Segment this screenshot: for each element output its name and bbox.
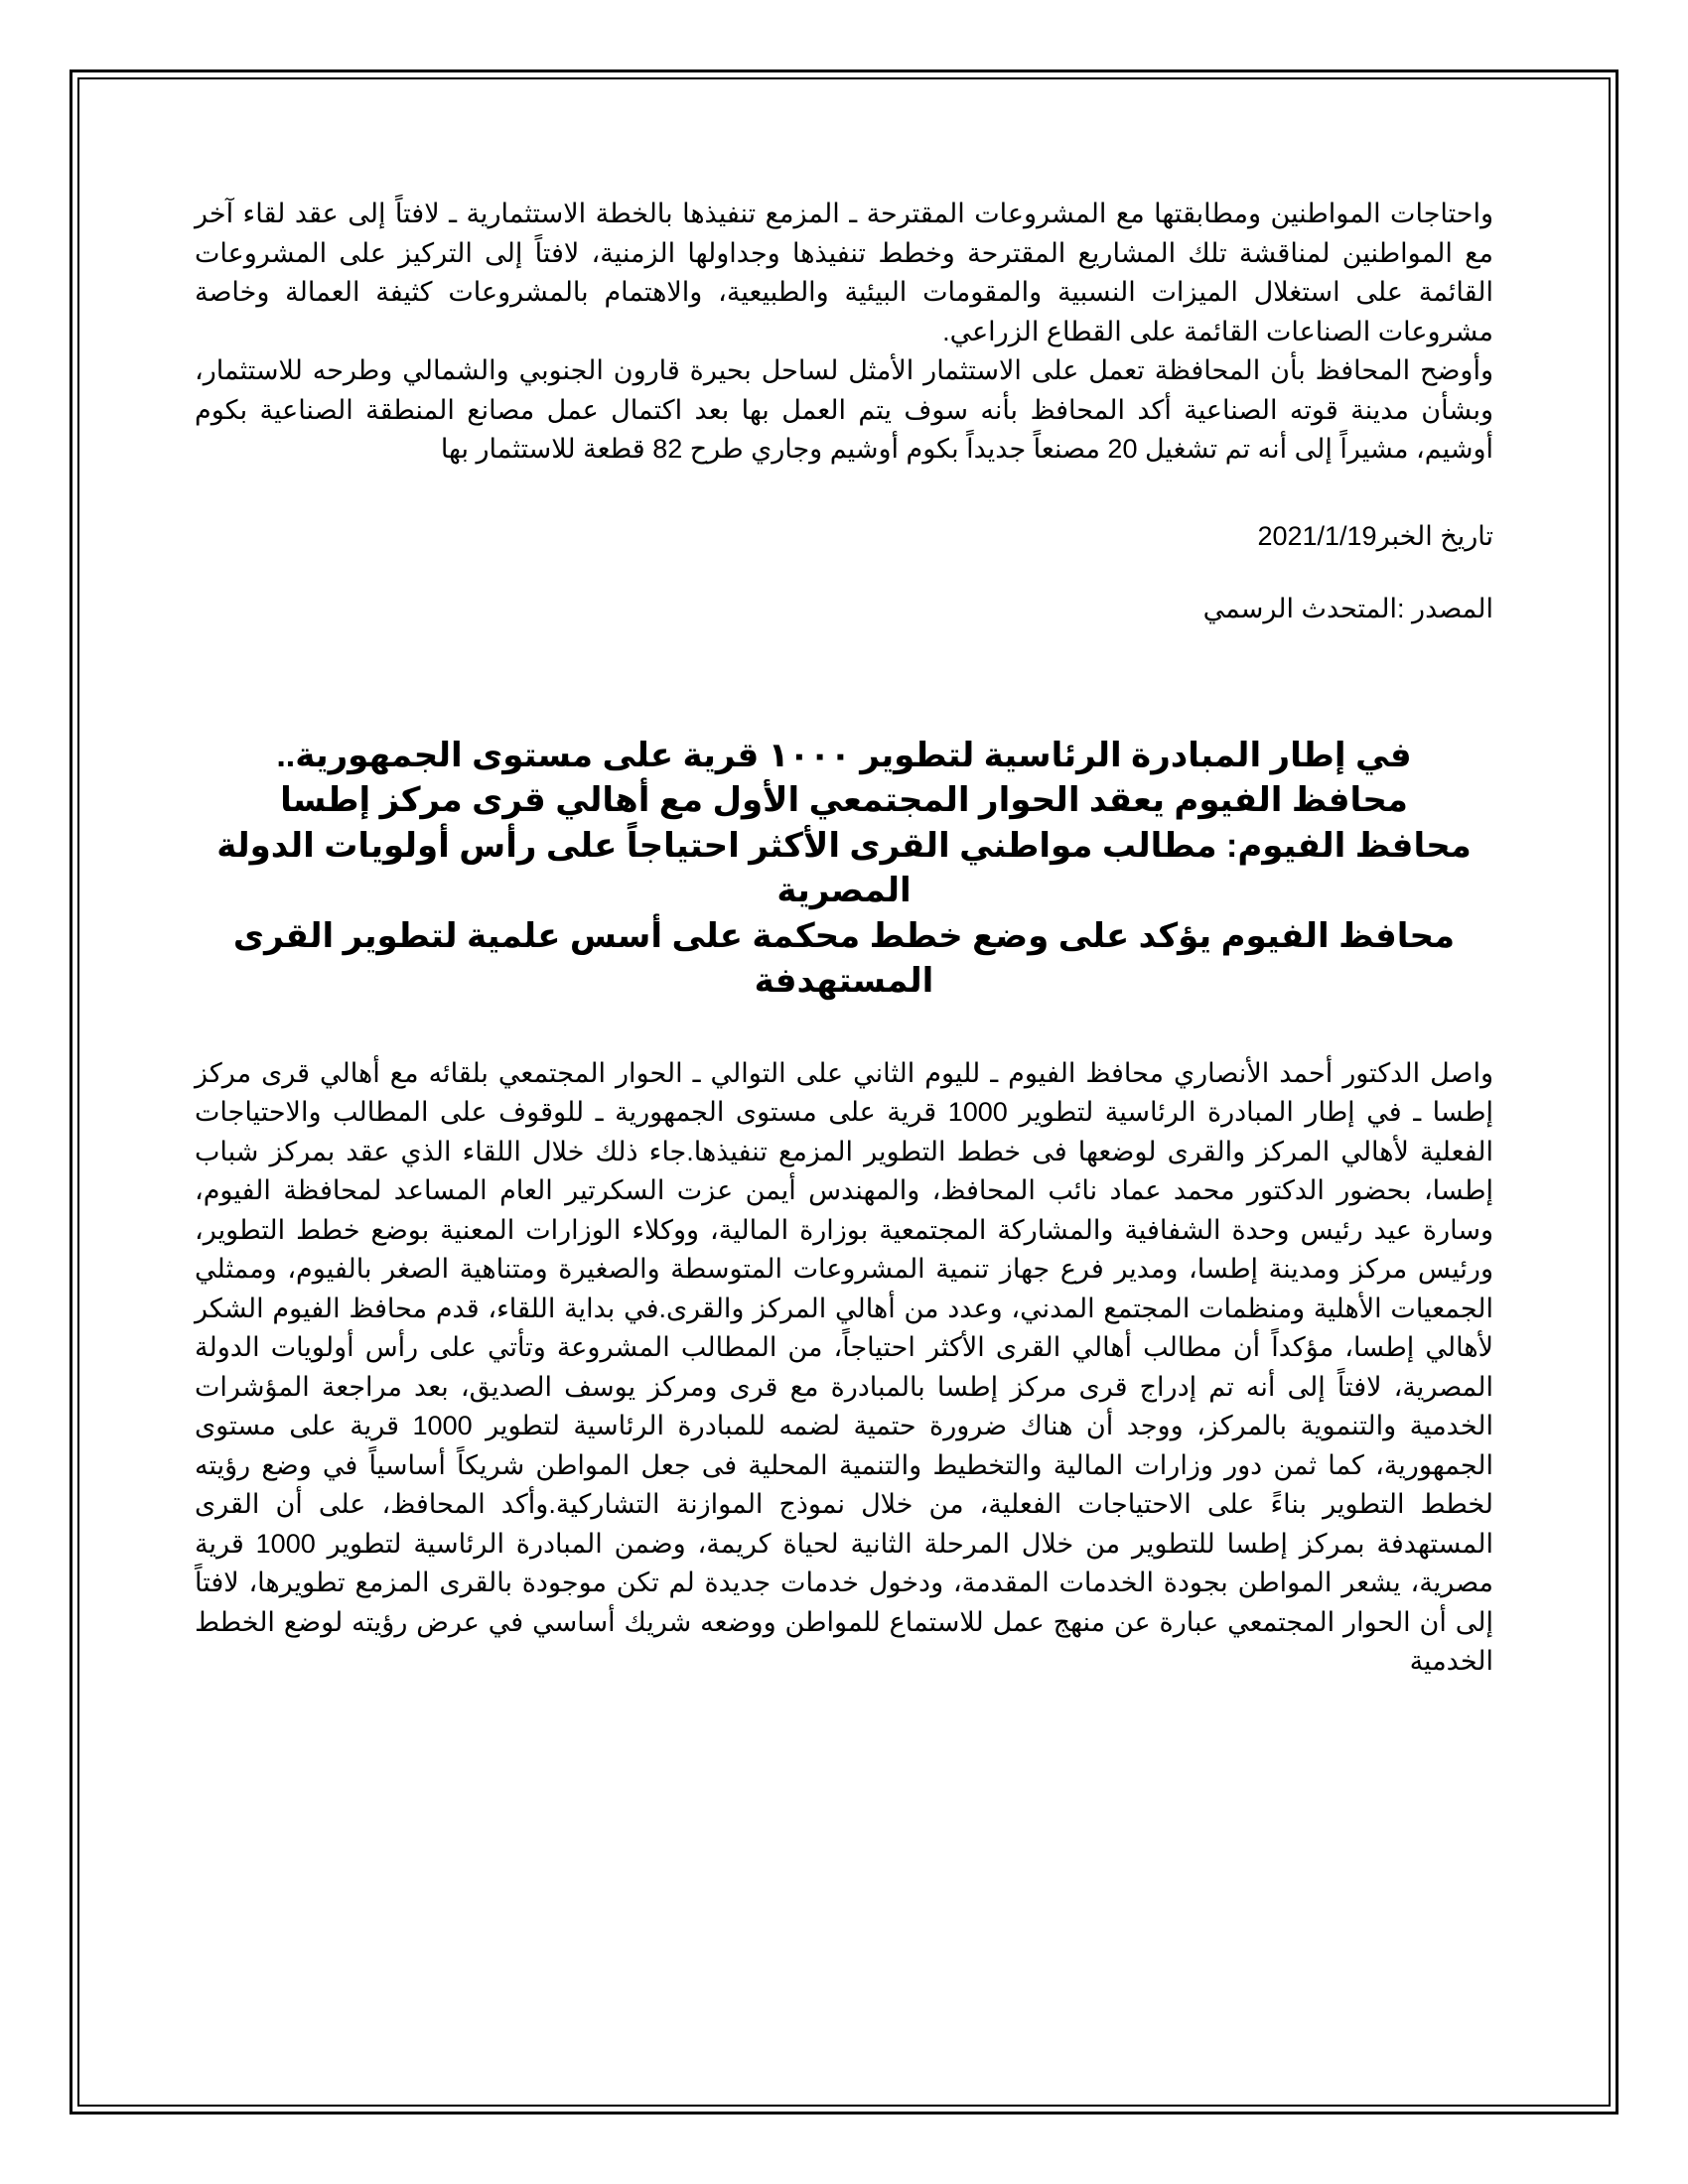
news-date: تاريخ الخبر2021/1/19 xyxy=(1257,520,1493,551)
document-content xyxy=(195,195,1493,1682)
headline-line-3: محافظ الفيوم: مطالب مواطني القرى الأكثر احتياجاً على رأس أولويات الدولة المصرية xyxy=(216,826,1472,909)
article-headline xyxy=(195,734,1493,1005)
headline-line-1: في إطار المبادرة الرئاسية لتطوير ١٠٠٠ قرية على مستوى الجمهورية.. xyxy=(276,736,1412,774)
intro-paragraph-2: وأوضح المحافظ بأن المحافظة تعمل على الاستثمار الأمثل لساحل بحيرة قارون الجنوبي والشمالي وطرحه للاستثمار، وبشأن مدينة قوته الصناعية أكد المحافظ بأنه سوف يتم العمل بها بعد اكتمال عمل مصانع المنطقة الصناعية بكوم أوشيم، مشيراً إلى أنه تم تشغيل 20 مصنعاً جديداً بكوم أوشيم وجاري طرح 82 قطعة للاستثمار بها xyxy=(195,355,1493,464)
intro-paragraph-1: واحتاجات المواطنين ومطابقتها مع المشروعات المقترحة ـ المزمع تنفيذها بالخطة الاستثمارية ـ لافتاً إلى عقد لقاء آخر مع المواطنين لمناقشة تلك المشاريع المقترحة وخطط تنفيذها وجداولها الزمنية، لافتاً إلى التركيز على المشروعات القائمة على استغلال الميزات النسبية والمقومات البيئية والطبيعية، والاهتمام بالمشروعات كثيفة العمالة وخاصة مشروعات الصناعات القائمة على القطاع الزراعي. xyxy=(195,199,1493,346)
headline-line-4: محافظ الفيوم يؤكد على وضع خطط محكمة على أسس علمية لتطوير القرى المستهدفة xyxy=(232,916,1456,1000)
headline-line-2: محافظ الفيوم يعقد الحوار المجتمعي الأول مع أهالي قرى مركز إطسا xyxy=(280,781,1408,819)
article-body-paragraph: واصل الدكتور أحمد الأنصاري محافظ الفيوم ـ لليوم الثاني على التوالي ـ الحوار المجتمعي بلقائه مع أهالي قرى مركز إطسا ـ في إطار المبادرة الرئاسية لتطوير 1000 قرية على مستوى الجمهورية ـ للوقوف على المطالب والاحتياجات الفعلية لأهالي المركز والقرى لوضعها فى خطط التطوير المزمع تنفيذها.جاء ذلك خلال اللقاء الذي عقد بمركز شباب إطسا، بحضور الدكتور محمد عماد نائب المحافظ، والمهندس أيمن عزت السكرتير العام المساعد لمحافظة الفيوم، وسارة عيد رئيس وحدة الشفافية والمشاركة المجتمعية بوزارة المالية، ووكلاء الوزارات المعنية بوضع خطط التطوير، ورئيس مركز ومدينة إطسا، ومدير فرع جهاز تنمية المشروعات المتوسطة والصغيرة ومتناهية الصغر بالفيوم، وممثلي الجمعيات الأهلية ومنظمات المجتمع المدني، وعدد من أهالي المركز والقرى.في بداية اللقاء، قدم محافظ الفيوم الشكر لأهالي إطسا، مؤكداً أن مطالب أهالي القرى الأكثر احتياجاً، من المطالب المشروعة وتأتي على رأس أولويات الدولة المصرية، لافتاً إلى أنه تم إدراج قرى مركز إطسا بالمبادرة مع قرى ومركز يوسف الصديق، بعد مراجعة المؤشرات الخدمية والتنموية بالمركز، ووجد أن هناك ضرورة حتمية لضمه للمبادرة الرئاسية لتطوير 1000 قرية على مستوى الجمهورية، كما ثمن دور وزارات المالية والتخطيط والتنمية المحلية فى جعل المواطن شريكاً أساسياً في وضع رؤيته لخطط التطوير بناءً على الاحتياجات الفعلية، من خلال نموذج الموازنة التشاركية.وأكد المحافظ، على أن القرى المستهدفة بمركز إطسا للتطوير من خلال المرحلة الثانية لحياة كريمة، وضمن المبادرة الرئاسية لتطوير 1000 قرية مصرية، يشعر المواطن بجودة الخدمات المقدمة، ودخول خدمات جديدة لم تكن موجودة بالقرى المزمع تطويرها، لافتاً إلى أن الحوار المجتمعي عبارة عن منهج عمل للاستماع للمواطن ووضعه شريك أساسي في عرض رؤيته لوضع الخطط الخدمية xyxy=(195,1057,1493,1676)
news-source: المصدر :المتحدث الرسمي xyxy=(1202,593,1493,623)
